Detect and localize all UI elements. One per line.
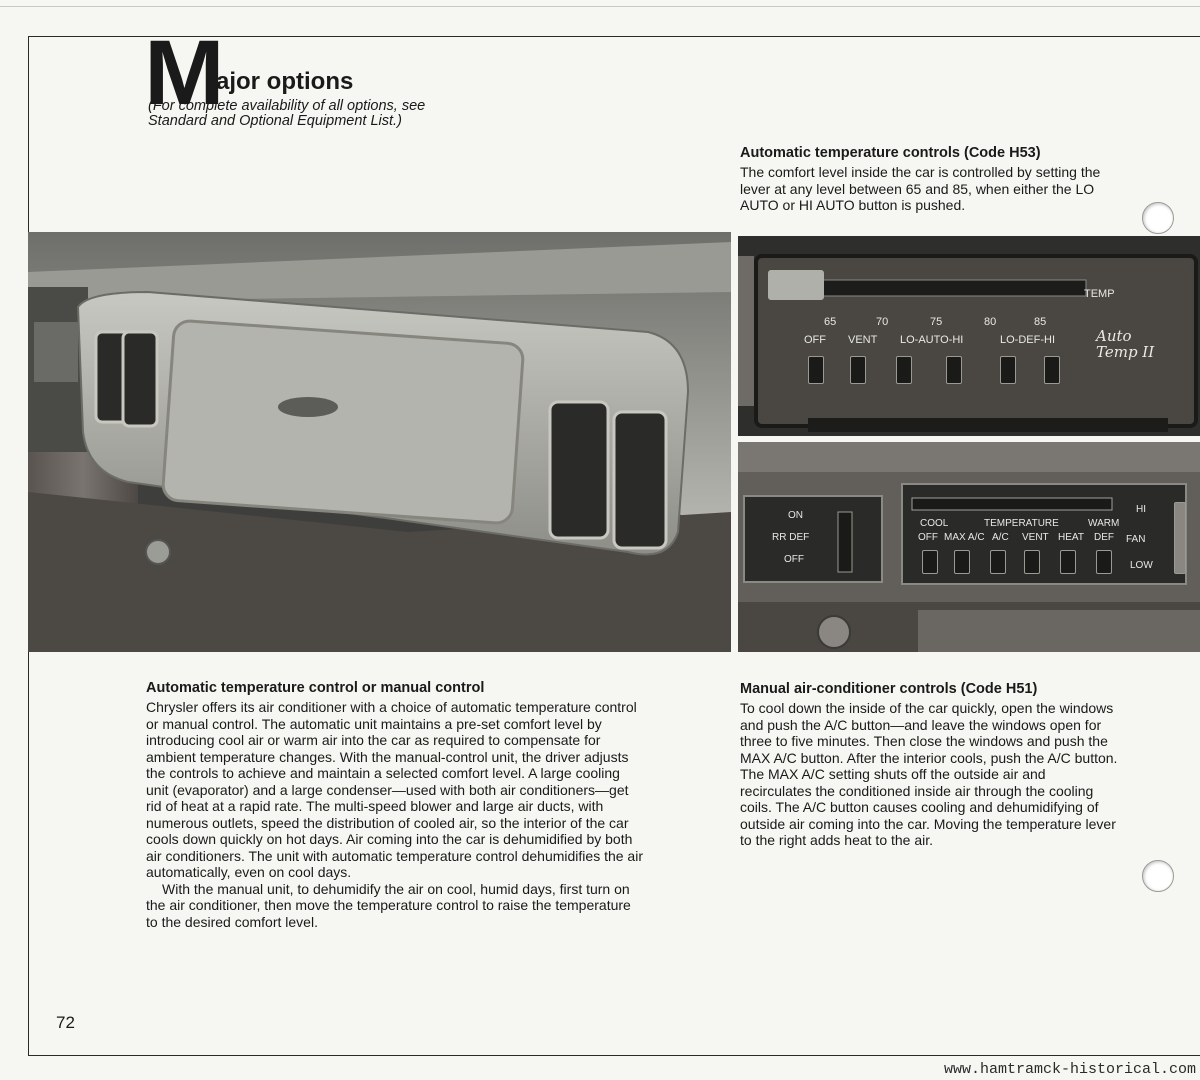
auto-label-lo-auto-hi: LO-AUTO-HI xyxy=(900,334,964,346)
rear-defrost-label: RR DEF xyxy=(772,532,810,543)
heading-rest: ajor options xyxy=(216,68,354,95)
auto-button-5 xyxy=(1000,356,1016,384)
auto-button-3 xyxy=(896,356,912,384)
rear-defrost-on: ON xyxy=(788,510,803,521)
manual-ac-body: To cool down the inside of the car quickly, open the windows and push the A/C button—and leave the windows open for three to five minutes. Then close the windows and push the MAX A/C button. After the interior cools, push the A/C button. The MAX A/C setting shuts off the outside air and recirculates the conditioned inside air through the cooling coils. The A/C button causes cooling and dehumidifying of outside air coming into the car. Moving the temperature lever to the right adds heat to the air. xyxy=(740,700,1118,848)
manual-button-max-ac xyxy=(954,550,970,574)
auto-temp-label: TEMP xyxy=(1084,288,1115,300)
heading-initial: M xyxy=(144,22,221,124)
auto-temp-title: Automatic temperature controls (Code H53) xyxy=(740,145,1041,161)
manual-ac-title: Manual air-conditioner controls (Code H51) xyxy=(740,681,1038,697)
manual-ac-section xyxy=(740,680,1120,849)
manual-button-vent xyxy=(1024,550,1040,574)
binder-hole-bottom xyxy=(1142,860,1174,892)
page-number: 72 xyxy=(56,1013,75,1032)
auto-label-off: OFF xyxy=(804,334,826,346)
manual-label-off: OFF xyxy=(918,532,938,543)
temp-control-title: Automatic temperature control or manual control xyxy=(146,680,485,696)
auto-button-1 xyxy=(808,356,824,384)
fan-label: FAN xyxy=(1126,534,1146,545)
auto-button-4 xyxy=(946,356,962,384)
manual-cool-label: COOL xyxy=(920,518,949,529)
manual-button-heat xyxy=(1060,550,1076,574)
fan-low-label: LOW xyxy=(1130,560,1153,571)
auto-temp-panel-photo xyxy=(738,236,1200,436)
auto-label-lo-def-hi: LO-DEF-HI xyxy=(1000,334,1055,346)
heading-subtitle: (For complete availability of all options, see Standard and Optional Equipment List.) xyxy=(148,98,426,129)
fan-slider xyxy=(1174,502,1186,574)
temp-control-para-2: With the manual unit, to dehumidify the air on cool, humid days, first turn on the air conditioner, then move the temperature control to raise the temperature to the desired comfort level. xyxy=(146,880,631,930)
manual-label-max-ac: MAX A/C xyxy=(944,532,985,543)
fan-hi-label: HI xyxy=(1136,504,1146,515)
rear-defrost-off: OFF xyxy=(784,554,804,565)
manual-warm-label: WARM xyxy=(1088,518,1120,529)
manual-button-off xyxy=(922,550,938,574)
auto-number-80: 80 xyxy=(984,316,997,328)
manual-button-def xyxy=(1096,550,1112,574)
auto-number-70: 70 xyxy=(876,316,889,328)
manual-label-def: DEF xyxy=(1094,532,1114,543)
manual-label-vent: VENT xyxy=(1022,532,1049,543)
auto-button-2 xyxy=(850,356,866,384)
watermark: www.hamtramck-historical.com xyxy=(943,1061,1196,1078)
auto-temp-logo: Auto Temp II xyxy=(1096,327,1155,361)
manual-label-ac: A/C xyxy=(992,532,1009,543)
auto-number-85: 85 xyxy=(1034,316,1047,328)
auto-temp-section xyxy=(740,144,1110,214)
binder-hole-top xyxy=(1142,202,1174,234)
temp-control-para-1: Chrysler offers its air conditioner with a choice of automatic temperature control or manual control. The automatic unit maintains a pre-set comfort level by introducing cool air or warm air into the car as required to compensate for ambient temperature changes. With the manual-control unit, the driver adjusts the controls to achieve and maintain a selected comfort level. A large cooling unit (evaporator) and a large condenser—used with both air conditioners—get rid of heat at a rapid rate. The multi-speed blower and large air ducts, with numerous outlets, speed the distribution of cooled air, so the interior of the car cools down quickly on hot days. Air coming into the car is dehumidified by both air conditioners. The unit with automatic temperature control dehumidifies the air automatically, even on cool days. xyxy=(146,699,643,880)
manual-ac-panel-photo xyxy=(738,442,1200,652)
auto-number-75: 75 xyxy=(930,316,943,328)
auto-label-vent: VENT xyxy=(848,334,878,346)
auto-temp-body: The comfort level inside the car is controlled by setting the lever at any level between 65 and 85, when either the LO AUTO or HI AUTO button is pushed. xyxy=(740,164,1101,213)
manual-temperature-label: TEMPERATURE xyxy=(984,518,1059,529)
auto-button-6 xyxy=(1044,356,1060,384)
manual-panel-backdrop xyxy=(738,442,1200,652)
auto-number-65: 65 xyxy=(824,316,837,328)
temp-control-section xyxy=(146,679,646,930)
top-rule xyxy=(0,6,1200,7)
dashboard-illustration xyxy=(28,232,731,652)
manual-label-heat: HEAT xyxy=(1058,532,1084,543)
dashboard-photo xyxy=(28,232,731,652)
manual-button-ac xyxy=(990,550,1006,574)
